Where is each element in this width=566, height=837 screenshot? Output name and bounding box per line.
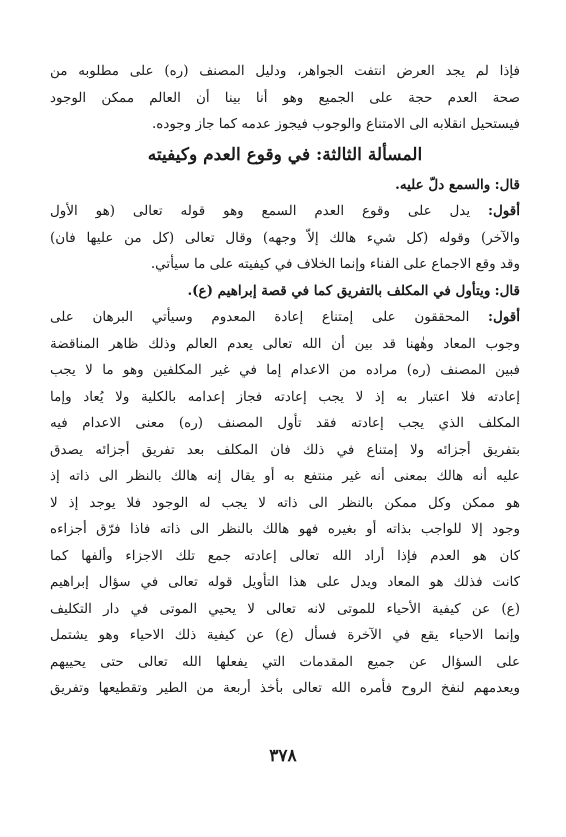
qal-line [50,172,520,199]
text-line: إعادته فلا اعتبار به إذ لا يجب إعادته فجاز إعدامه بالكلية ولا يُعاد وإما [50,388,520,405]
text-line: وقد وقع الاجماع على الفناء وإنما الخلاف في كيفيته على ما سيأتي. [150,256,520,272]
text-line: كان هو العدم فإذا أراد الله تعالى إعادته جمع تلك الاجزاء وألفها كما [50,547,520,564]
text-line: صحة العدم حجة على الجميع وهو أنا بينا أن العالم ممكن الوجود [50,89,520,106]
text-line: كانت فذلك هو المعاد ويدل على هذا التأويل قوله تعالى في سؤال إبراهيم [50,574,520,590]
page-body [50,58,520,702]
qal-label: قال: [494,282,520,299]
qal-text: والسمع دلّ عليه. [395,176,491,193]
text-line [50,304,520,331]
text-line: المكلف الذي يجب إعادته فقد تأول المصنف (ره) معنى الاعدام فيه [50,415,520,431]
qal-line [50,278,520,305]
text-line: فيستحيل انقلابه الى الامتناع والوجوب فيجوز عدمه كما جاز وجوده. [151,116,520,132]
text-line: فإذا لم يجد العرض انتفت الجواهر، ودليل المصنف (ره) على مطلوبه من [50,63,520,79]
text-line: وإنما الاحياء يقع في الآخرة فسأل (ع) عن كيفية ذلك الاحياء وهو يشتمل [50,627,520,643]
text-line: بتفريق أجزائه ولا إمتناع في ذلك فان المكلف بعد تفريق أجزائه يصدق [50,441,520,458]
text-segment: يدل على وقوع العدم السمع وهو قوله تعالى (هو الأول [50,203,471,219]
text-line: عليه أنه هالك بمعنى أنه غير منتفع به أو يقال إنه هالك بالنظر الى ذاته إذ [50,468,520,484]
text-line: (ع) عن كيفية الأحياء للموتى لانه تعالى لا يحيي الموتى في دار التكليف [50,600,520,617]
section-heading: المسألة الثالثة: في وقوع العدم وكيفيته [147,144,423,165]
text-line: هو ممكن وكل ممكن بالنظر الى ذاته لا يجب له الوجود فلا يوجد إذ لا [50,494,520,511]
text-line: وجوب المعاد وهٰهنا قد بين أن الله تعالى يعدم العالم وذلك ظاهر المناقضة [50,335,520,352]
text-line: وجود إلا للواجب بذاته أو بغيره فهو هالك بالنظر الى ذاته فاذا فرّق أجزاءه [50,521,520,537]
aqul-label: أقول: [488,203,520,219]
text-segment: المحققون على إمتناع إعادة المعدوم وسيأتي البرهان على [50,309,470,325]
text-line: والآخر) وقوله (كل شيء هالك إلاّ وجهه) وقال تعالى (كل من عليها فان) [50,229,520,246]
page-number: ٣٧٨ [269,746,297,766]
qal-text: ويتأول في المكلف بالتفريق كما في قصة إبراهيم (ع). [187,282,491,299]
aqul-label: أقول: [488,309,520,325]
text-line: على السؤال عن جميع المقدمات التي يفعلها الله تعالى حتى يحييهم [50,653,520,670]
text-line: ويعدمهم لنفخ الروح فأمره الله تعالى بأخذ أربعة من الطير وتقطيعها وتفريق [50,680,520,696]
qal-label: قال: [494,176,520,193]
text-line [50,198,520,225]
text-line: فبين المصنف (ره) مراده من الاعدام إما في غير المكلفين وهو ما لا يجب [50,362,520,378]
